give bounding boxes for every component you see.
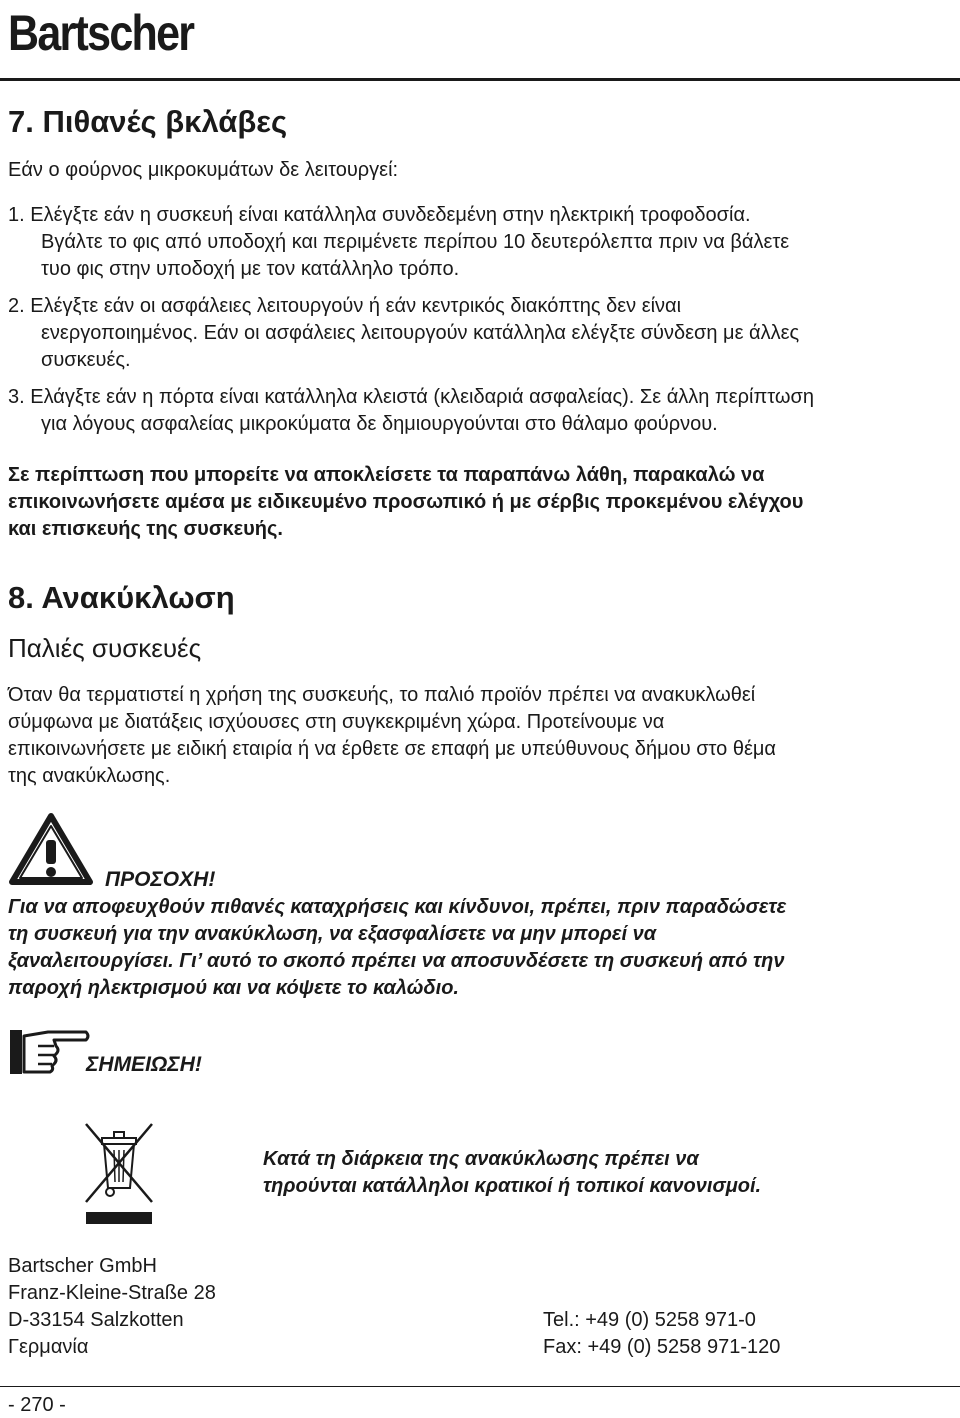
list-item-3-line-1: 3. Ελάγξτε εάν η πόρτα είναι κατάλληλα κλειστά (κλειδαριά ασφαλείας). Σε άλλη περίπτωση xyxy=(8,386,814,408)
recycling-body-line-3: επικοινωνήσετε με ειδική εταιρία ή να έρθετε σε επαφή με υπεύθυνους δήμου στο θέμα xyxy=(8,738,776,760)
recycling-body-line-2: σύμφωνα με διατάξεις ισχύουσες στη συγκεκριμένη χώρα. Προτείνουμε να xyxy=(8,711,665,733)
list-item-1-line-3: τυο φις στην υποδοχή με τον κατάλληλο τρόπο. xyxy=(41,258,460,280)
footer-company: Bartscher GmbH xyxy=(8,1255,157,1277)
recycling-body-line-1: Όταν θα τερματιστεί η χρήση της συσκευής, το παλιό προϊόν πρέπει να ανακυκλωθεί xyxy=(8,684,756,706)
caution-text-line-3: ξαναλειτουργίσει. Γι’ αυτό το σκοπό πρέπει να αποσυνδέσετε τη συσκευή από την xyxy=(8,950,785,972)
crossed-bin-icon xyxy=(82,1120,156,1226)
recycling-body-line-4: της ανακύκλωσης. xyxy=(8,765,171,787)
list-item-2-line-2: ενεργοποιημένος. Εάν οι ασφάλειες λειτουργούν κατάλληλα ελέγξτε σύνδεση με άλλες xyxy=(41,322,800,344)
caution-label: ΠΡΟΣΟΧΗ! xyxy=(105,868,216,891)
page-number: - 270 - xyxy=(8,1394,66,1416)
warning-triangle-icon xyxy=(8,812,94,886)
note-label: ΣΗΜΕΙΩΣΗ! xyxy=(86,1053,202,1076)
list-item-3-line-2: για λόγους ασφαλείας μικροκύματα δε δημιουργούνται στο θάλαμο φούρνου. xyxy=(41,413,718,435)
footer-city: D-33154 Salzkotten xyxy=(8,1309,184,1331)
header-rule xyxy=(0,78,960,81)
footer-street: Franz-Kleine-Straße 28 xyxy=(8,1282,216,1304)
section-8-title: 8. Ανακύκλωση xyxy=(8,580,235,615)
pointing-hand-icon xyxy=(8,1022,90,1078)
footer-fax: Fax: +49 (0) 5258 971-120 xyxy=(543,1336,781,1358)
service-note-line-2: επικοινωνήσετε αμέσα με ειδικευμένο προσωπικό ή με σέρβις προκεμένου ελέγχου xyxy=(8,491,804,513)
section-8-subtitle: Παλιές συσκευές xyxy=(8,633,202,663)
caution-text-line-1: Για να αποφευχθούν πιθανές καταχρήσεις και κίνδυνοι, πρέπει, πριν παραδώσετε xyxy=(8,896,787,918)
footer-country: Γερμανία xyxy=(8,1336,89,1358)
section-7-intro: Εάν ο φούρνος μικροκυμάτων δε λειτουργεί: xyxy=(8,159,399,181)
caution-text-line-4: παροχή ηλεκτρισμού και να κόψετε το καλώδιο. xyxy=(8,977,459,999)
section-7-title: 7. Πιθανές βκλάβες xyxy=(8,104,288,139)
list-item-2-line-1: 2. Ελέγξτε εάν οι ασφάλειες λειτουργούν ή εάν κεντρικός διακόπτης δεν είναι xyxy=(8,295,682,317)
list-item-1-line-1: 1. Ελέγξτε εάν η συσκευή είναι κατάλληλα συνδεδεμένη στην ηλεκτρική τροφοδοσία. xyxy=(8,204,751,226)
brand-logo: Bartscher xyxy=(8,5,194,61)
list-item-1-line-2: Βγάλτε το φις από υποδοχή και περιμένετε περίπου 10 δευτερόλεπτα πριν να βάλετε xyxy=(41,231,790,253)
footer-rule xyxy=(0,1386,960,1387)
note-text-line-1: Κατά τη διάρκεια της ανακύκλωσης πρέπει να xyxy=(263,1148,699,1170)
service-note-line-1: Σε περίπτωση που μπορείτε να αποκλείσετε τα παραπάνω λάθη, παρακαλώ να xyxy=(8,464,765,486)
list-item-2-line-3: συσκευές. xyxy=(41,349,131,371)
note-text-line-2: τηρούνται κατάλληλοι κρατικοί ή τοπικοί κανονισμοί. xyxy=(263,1175,762,1197)
footer-tel: Tel.: +49 (0) 5258 971-0 xyxy=(543,1309,756,1331)
service-note-line-3: και επισκευής της συσκευής. xyxy=(8,518,283,540)
caution-text-line-2: τη συσκευή για την ανακύκλωση, να εξασφαλίσετε να μην μπορεί να xyxy=(8,923,657,945)
